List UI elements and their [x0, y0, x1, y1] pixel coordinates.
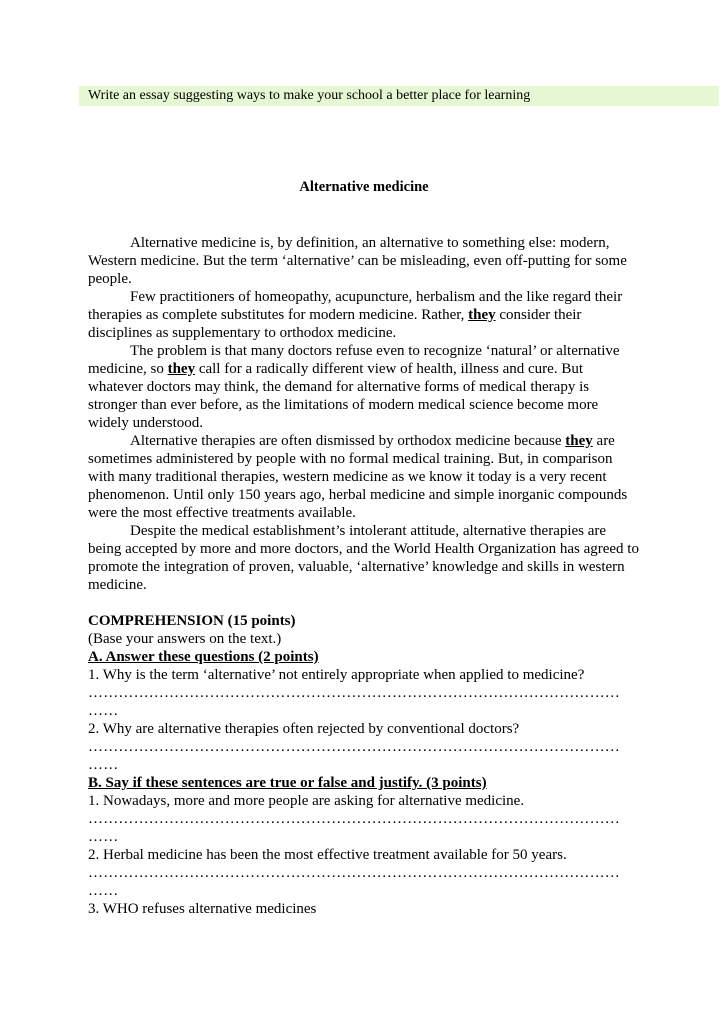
answer-line[interactable]: ……………………………………………………………………………………………	[88, 685, 620, 701]
paragraph-3-text-b: call for a radically different view of health, illness and cure. But whatever doctors may think, the demand for alternative forms of medical therapy is stronger than ever before, as the limitations of modern medical science become more widely understood.	[88, 361, 599, 431]
reference-word-they: they	[468, 307, 496, 323]
answer-line-end[interactable]: ……	[88, 829, 119, 845]
question-b3: 3. WHO refuses alternative medicines	[88, 901, 317, 917]
text-title: Alternative medicine	[299, 179, 429, 195]
reference-word-they: they	[565, 433, 593, 449]
comprehension-note: (Base your answers on the text.)	[88, 631, 282, 647]
answer-line[interactable]: ……………………………………………………………………………………………	[88, 811, 620, 827]
paragraph-4-text-a: Alternative therapies are often dismissed by orthodox medicine because	[130, 433, 562, 449]
section-b-heading: B. Say if these sentences are true or false and justify. (3 points)	[88, 775, 487, 791]
paragraph-5-text: Despite the medical establishment’s intolerant attitude, alternative therapies are being accepted by more and more doctors, and the World Health Organization has agreed to promote the integration of proven, valuable, ‘alternative’ knowledge and skills in western medicine.	[88, 523, 639, 593]
answer-line[interactable]: ……………………………………………………………………………………………	[88, 739, 620, 755]
paragraph-5	[88, 522, 640, 594]
paragraph-3-text-a: The problem is that many doctors refuse even to recognize ‘natural’ or alternative medicine, so	[88, 343, 620, 377]
paragraph-2-text-b: consider their disciplines as supplementary to orthodox medicine.	[88, 307, 582, 341]
answer-line-end[interactable]: ……	[88, 757, 119, 773]
essay-prompt: Write an essay suggesting ways to make your school a better place for learning	[79, 86, 719, 106]
paragraph-2-text-a: Few practitioners of homeopathy, acupuncture, herbalism and the like regard their therapies as complete substitutes for modern medicine. Rather,	[88, 289, 623, 323]
paragraph-4	[88, 432, 640, 522]
question-a2: 2. Why are alternative therapies often rejected by conventional doctors?	[88, 721, 520, 737]
reference-word-they: they	[167, 361, 196, 377]
paragraph-4-text-b: are sometimes administered by people with no formal medical training. But, in comparison with many traditional therapies, western medicine as we know it today is a very recent phenomenon. Until only 150 years ago, herbal medicine and simple inorganic compounds were the most effective treatments available.	[88, 433, 628, 521]
spacer	[88, 594, 640, 612]
comprehension-heading: COMPREHENSION (15 points)	[88, 613, 296, 629]
answer-line[interactable]: ……………………………………………………………………………………………	[88, 865, 620, 881]
paragraph-3	[88, 342, 640, 432]
question-b2: 2. Herbal medicine has been the most effective treatment available for 50 years.	[88, 847, 567, 863]
reading-text	[88, 234, 640, 918]
answer-line-end[interactable]: ……	[88, 883, 119, 899]
question-b1: 1. Nowadays, more and more people are asking for alternative medicine.	[88, 793, 525, 809]
paragraph-2	[88, 288, 640, 342]
question-a1: 1. Why is the term ‘alternative’ not entirely appropriate when applied to medicine?	[88, 667, 585, 683]
paragraph-1	[88, 234, 640, 288]
paragraph-1-text: Alternative medicine is, by definition, an alternative to something else: modern, Western medicine. But the term ‘alternative’ can be misleading, even off-putting for some people.	[88, 235, 627, 287]
section-a-heading: A. Answer these questions (2 points)	[88, 649, 319, 665]
answer-line-end[interactable]: ……	[88, 703, 119, 719]
